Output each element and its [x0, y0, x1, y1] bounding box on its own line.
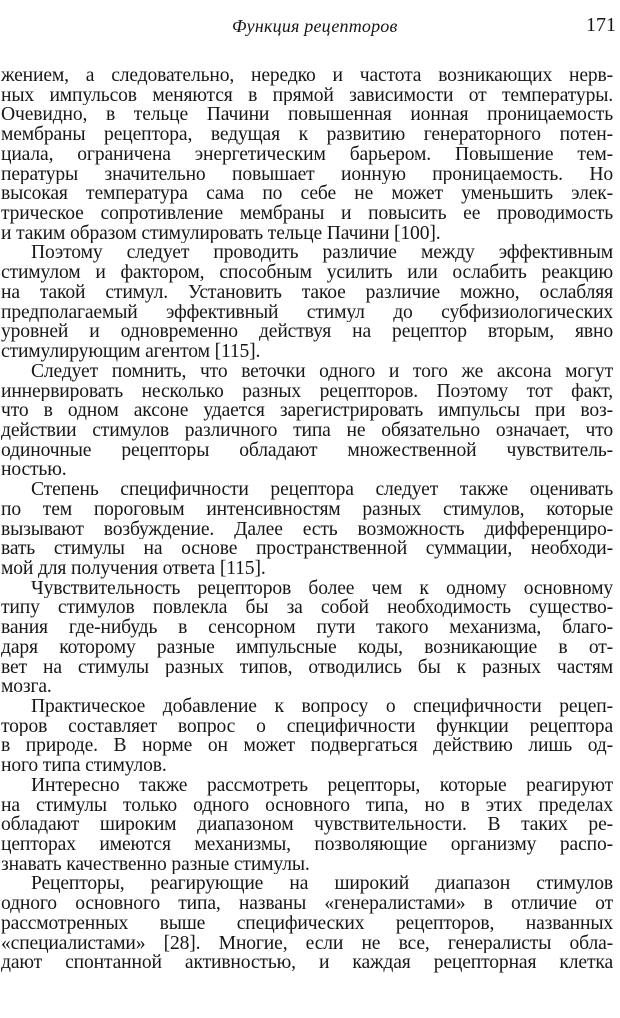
text-line: одного основного типа, названы «генералистами» в отличие от	[1, 894, 613, 914]
text-line: пературы значительно повышает ионную проницаемость. Но	[1, 164, 613, 185]
text-line: Рецепторы, реагирующие на широкий диапазон стимулов	[31, 874, 613, 895]
text-line: вет на стимулы разных типов, отводились бы к разных частям	[1, 657, 613, 678]
text-line: цепторах имеются механизмы, позволяющие организму распо-	[1, 835, 613, 855]
text-line: торов составляет вопрос о специфичности функции рецептора	[1, 716, 613, 737]
text-line: ностью.	[1, 460, 67, 481]
text-line: на стимулы только одного основного типа, но в этих пределах	[1, 795, 613, 816]
text-line: действии стимулов различного типа не обязательно означает, что	[1, 420, 613, 441]
text-line: что в одном аксоне удается зарегистрировать импульсы при воз-	[1, 401, 613, 421]
text-line: Очевидно, в тельце Пачини повышенная ионная проницаемость	[1, 105, 613, 126]
text-line: Практическое добавление к вопросу о специфичности рецеп-	[31, 697, 613, 717]
text-line: мозга.	[1, 677, 52, 697]
text-line: циала, ограничена энергетическим барьером. Повышение тем-	[1, 144, 613, 165]
text-line: вать стимулы на основе пространственной суммации, необходи-	[1, 539, 613, 559]
text-line: на такой стимул. Установить такое различие можно, ослабляя	[1, 282, 613, 303]
text-line: одиночные рецепторы обладают множественной чувствитель-	[1, 440, 613, 461]
page-number: 171	[586, 14, 616, 36]
text-line: Степень специфичности рецептора следует также оценивать	[31, 480, 613, 500]
text-line: ного типа стимулов.	[1, 756, 167, 776]
text-line: предполагаемый эффективный стимул до субфизиологических	[1, 302, 613, 323]
text-line: в природе. В норме он может подвергаться действию лишь од-	[1, 736, 613, 757]
text-line: даря которому разные импульсные коды, возникающие в от-	[1, 637, 613, 658]
text-line: стимулирующим агентом [115].	[1, 342, 261, 362]
text-line: знавать качественно разные стимулы.	[1, 854, 310, 875]
text-line: иннервировать несколько разных рецепторов. Поэтому тот факт,	[1, 381, 613, 402]
text-line: мой для получения ответа [115].	[1, 558, 266, 579]
text-line: и таким образом стимулировать тельце Пачини [100].	[1, 223, 441, 244]
text-line: вызывают возбуждение. Далее есть возможность дифференциро-	[1, 519, 613, 540]
text-line: ных импульсов меняются в прямой зависимости от температуры.	[1, 85, 613, 106]
text-line: трическое сопротивление мембраны и повысить ее проводимость	[1, 204, 613, 224]
text-line: рассмотренных выше специфических рецепторов, названных	[1, 913, 613, 934]
text-line: Чувствительность рецепторов более чем к одному основному	[31, 578, 613, 599]
text-line: стимулом и фактором, способным усилить или ослабить реакцию	[1, 263, 613, 283]
text-line: дают спонтанной активностью, и каждая рецепторная клетка	[1, 953, 613, 974]
body-text	[1, 66, 613, 973]
text-line: мембраны рецептора, ведущая к развитию генераторного потен-	[1, 125, 613, 145]
text-line: вания где-нибудь в сенсорном пути такого механизма, благо-	[1, 618, 613, 638]
text-line: уровней и одновременно действуя на рецептор вторым, явно	[1, 322, 613, 343]
running-header	[0, 14, 620, 40]
text-line: высокая температура сама по себе не может уменьшить элек-	[1, 184, 613, 205]
text-line: жением, а следовательно, нередко и частота возникающих нерв-	[1, 66, 613, 86]
text-line: Интересно также рассмотреть рецепторы, которые реагируют	[31, 775, 613, 796]
text-line: обладают широким диапазоном чувствительности. В таких ре-	[1, 815, 613, 836]
text-line: по тем пороговым интенсивностям разных стимулов, которые	[1, 499, 613, 520]
text-line: Поэтому следует проводить различие между эффективным	[31, 243, 613, 264]
text-line: «специалистами» [28]. Многие, если не все, генералисты обла-	[1, 933, 613, 954]
running-title: Функция рецепторов	[232, 16, 398, 36]
text-line: типу стимулов повлекла бы за собой необходимость существо-	[1, 598, 613, 619]
text-line: Следует помнить, что веточки одного и того же аксона могут	[31, 361, 613, 382]
